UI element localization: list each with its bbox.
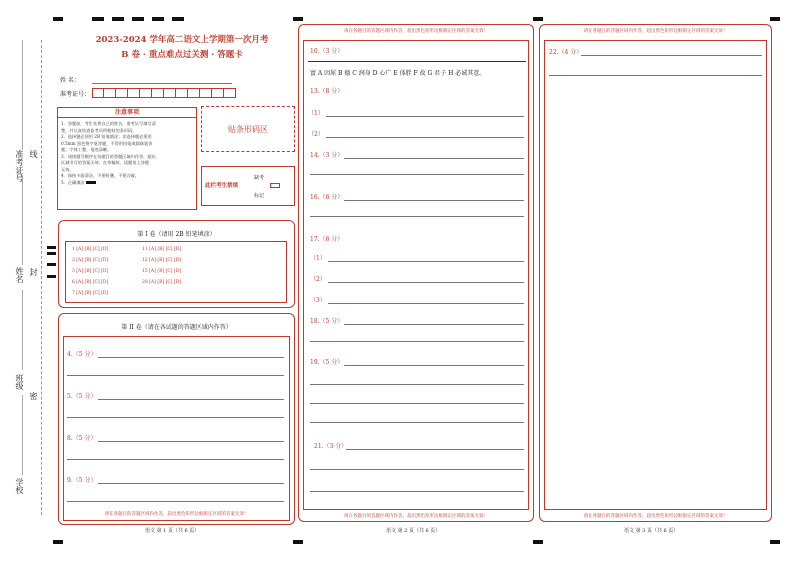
notes-list (58, 118, 196, 189)
q4-label: 4.（5 分） (67, 351, 97, 358)
choice-row[interactable]: 15 [A] [B] [C] [D] (142, 269, 182, 274)
side-name-label: 姓名 (15, 267, 24, 283)
answer-line[interactable] (328, 261, 524, 262)
q16-label: 16.（6 分） (310, 194, 344, 201)
note-line: 无效。 (61, 166, 74, 172)
answer-line[interactable] (344, 324, 524, 325)
answer-line[interactable] (98, 441, 284, 442)
answer-line[interactable] (581, 55, 762, 56)
answer-line[interactable] (344, 200, 524, 201)
q10-text[interactable]: 富 A 因犀 B 德 C 润身 D 心广 E 体胖 F 故 G 君子 H 必诚其意。 (310, 70, 486, 77)
q13-2-label: （2） (308, 131, 324, 138)
side-class-label: 班级 (15, 374, 24, 390)
barcode-label: 贴条形码区 (228, 124, 268, 134)
answer-line[interactable] (67, 459, 284, 460)
side-fill-line[interactable] (22, 40, 23, 150)
q17-label: 17.（6 分） (310, 236, 344, 243)
timing-mark (293, 540, 303, 544)
answer-line[interactable] (549, 75, 762, 76)
note-line: 0.5mm 黑色签字笔答题，不得用铅笔或圆珠笔答 (61, 140, 153, 146)
answer-line[interactable] (67, 417, 284, 418)
filled-bubble-sample (86, 181, 96, 184)
answer-line[interactable] (310, 422, 524, 423)
name-field[interactable] (92, 83, 232, 84)
bottom-warning-p1: 请在各题目的答题区域内作答，超出黑色矩形边框限定区域的答案无效！ (104, 512, 249, 517)
timing-mark (112, 17, 124, 21)
q17-1-label: （1） (310, 255, 326, 262)
timing-mark (53, 17, 63, 21)
section1-box (58, 220, 295, 308)
side-fill-line[interactable] (22, 290, 23, 370)
q17-3-label: （3） (310, 297, 326, 304)
choice-row[interactable]: 3 [A] [B] [C] [D] (72, 269, 109, 274)
answer-line[interactable] (326, 137, 524, 138)
note-line: 楚，并认真检查监考员所粘贴的条形码。 (61, 127, 137, 133)
answer-line[interactable] (310, 341, 524, 342)
footer-page1: 语文 第 1 页（共 6 页） (145, 528, 200, 534)
answer-line[interactable] (98, 483, 284, 484)
q9-label: 9.（5 分） (67, 477, 97, 484)
page2-answer-area (303, 40, 529, 510)
barcode-area (201, 106, 295, 152)
timing-mark (47, 252, 56, 255)
side-school-label: 学校 (15, 478, 24, 494)
exam-no-label: 准考证号： (60, 91, 91, 98)
choice-row[interactable]: 6 [A] [B] [C] [D] (72, 280, 109, 285)
answer-line[interactable] (328, 282, 524, 283)
q13-label: 13.（8 分） (310, 88, 344, 95)
footer-page2: 语文 第 2 页（共 6 页） (386, 528, 441, 534)
choice-row[interactable]: 1 [A] [B] [C] [D] (72, 247, 109, 252)
note-line: 1．答题前，考生先将自己的姓名，准考证号填写清 (61, 121, 156, 126)
note-line: 3．请按题号顺序在各题目的答题区域内作答，超出 (61, 153, 156, 159)
footer-page3: 语文 第 3 页（共 6 页） (624, 528, 679, 534)
section1-title: 第 I 卷（请用 2B 铅笔填涂） (137, 231, 216, 238)
timing-mark (47, 263, 56, 266)
section2-box (58, 313, 295, 525)
bottom-warning-p2: 请在各题目的答题区域内作答，超出黑色矩形边框限定区域的答案无效！ (344, 514, 488, 519)
note-line: 5．正确填涂 (61, 180, 193, 187)
timing-mark (533, 17, 543, 21)
q17-2-label: （2） (310, 276, 326, 283)
timing-mark (132, 17, 144, 21)
q18-label: 18.（5 分） (310, 318, 344, 325)
q8-label: 8.（5 分） (67, 435, 97, 442)
page3-box (539, 24, 772, 522)
answer-line[interactable] (98, 399, 284, 400)
page3-answer-area (544, 40, 767, 510)
absent-box (201, 166, 295, 206)
answer-line[interactable] (344, 365, 524, 366)
seal-dash-line (41, 40, 42, 515)
sheet-subtitle: B 卷 · 重点难点过关测 · 答题卡 (121, 50, 243, 60)
timing-mark (47, 246, 56, 249)
answer-line[interactable] (67, 375, 284, 376)
timing-mark (92, 17, 104, 21)
top-warning-p2: 请在各题目的答题区域内作答，超出黑色矩形边框限定区域的答案无效！ (344, 29, 488, 34)
timing-mark (770, 540, 780, 544)
section1-options (65, 241, 287, 303)
answer-line[interactable] (310, 174, 524, 175)
answer-line[interactable] (98, 357, 284, 358)
note-line: 题；字体工整、笔迹清晰。 (61, 147, 112, 152)
side-exam-no-label: 准考证号 (15, 150, 24, 182)
timing-mark (533, 540, 543, 544)
answer-line[interactable] (310, 403, 524, 404)
q21-label: 21.（3 分） (314, 443, 348, 450)
choice-row[interactable]: 7 [A] [B] [C] [D] (72, 291, 109, 296)
q22-label: 22.（4 分） (549, 49, 583, 56)
q19-label: 19.（5 分） (310, 359, 344, 366)
choice-row[interactable]: 2 [A] [B] [C] [D] (72, 258, 109, 263)
answer-line[interactable] (310, 384, 524, 385)
answer-line[interactable] (310, 469, 524, 470)
answer-line[interactable] (326, 116, 524, 117)
answer-line[interactable] (344, 158, 524, 159)
timing-mark (293, 17, 303, 21)
side-secret-label: 密 (29, 392, 38, 400)
side-line-label: 线 (29, 150, 38, 158)
section2-title: 第 II 卷（请在各试题的答题区域内作答） (121, 324, 232, 331)
answer-line[interactable] (310, 216, 524, 217)
name-label: 姓 名： (60, 77, 80, 84)
section2-answer-area (63, 336, 290, 521)
timing-mark (53, 540, 63, 544)
answer-line[interactable] (67, 501, 284, 502)
q10-label: 10.（3 分） (310, 48, 344, 55)
timing-mark (770, 17, 780, 21)
q10-divider (308, 61, 526, 62)
answer-line[interactable] (328, 303, 524, 304)
bottom-warning-p3: 请在各题目的答题区域内作答，超出黑色矩形边框限定区域的答案无效！ (583, 514, 728, 519)
q5-label: 5.（5 分） (67, 393, 97, 400)
absent-label: 此栏考生禁填 (205, 183, 239, 189)
notes-title: 注意事项 (58, 108, 196, 118)
choice-row[interactable]: 12 [A] [B] [C] [D] (142, 258, 182, 263)
notes-box (57, 107, 197, 210)
choice-row[interactable]: 20 [A] [B] [C] [D] (142, 280, 182, 285)
absent-mark-bubble[interactable] (270, 183, 280, 188)
timing-mark (47, 275, 56, 278)
sheet-title: 2023-2024 学年高二语文上学期第一次月考 (95, 35, 269, 45)
exam-no-boxes[interactable] (92, 88, 236, 98)
note-line: 4．保持卡面清洁，不要折叠，不要弄破。 (61, 173, 140, 178)
top-warning-p3: 请在各题目的答题区域内作答，超出黑色矩形边框限定区域的答案无效！ (583, 29, 728, 34)
q14-label: 14.（3 分） (310, 152, 344, 159)
absent-mark-label-1: 缺考 (254, 175, 265, 181)
q13-1-label: （1） (308, 110, 324, 117)
page2-box (298, 24, 534, 522)
answer-line[interactable] (310, 491, 524, 492)
note-line: 2．选择题必须用 2B 铅笔填涂；非选择题必须用 (61, 134, 152, 139)
side-seal-label: 封 (29, 268, 38, 276)
choice-row[interactable]: 11 [A] [B] [C] [D] (142, 247, 182, 252)
side-fill-line[interactable] (22, 175, 23, 265)
absent-mark-label-2: 标记 (254, 193, 265, 199)
answer-line[interactable] (346, 449, 524, 450)
timing-mark (152, 17, 164, 21)
side-fill-line[interactable] (22, 395, 23, 475)
note-line: 区域书写的答案无效；在草稿纸、试题卷上答题 (61, 160, 149, 165)
timing-mark (172, 17, 184, 21)
